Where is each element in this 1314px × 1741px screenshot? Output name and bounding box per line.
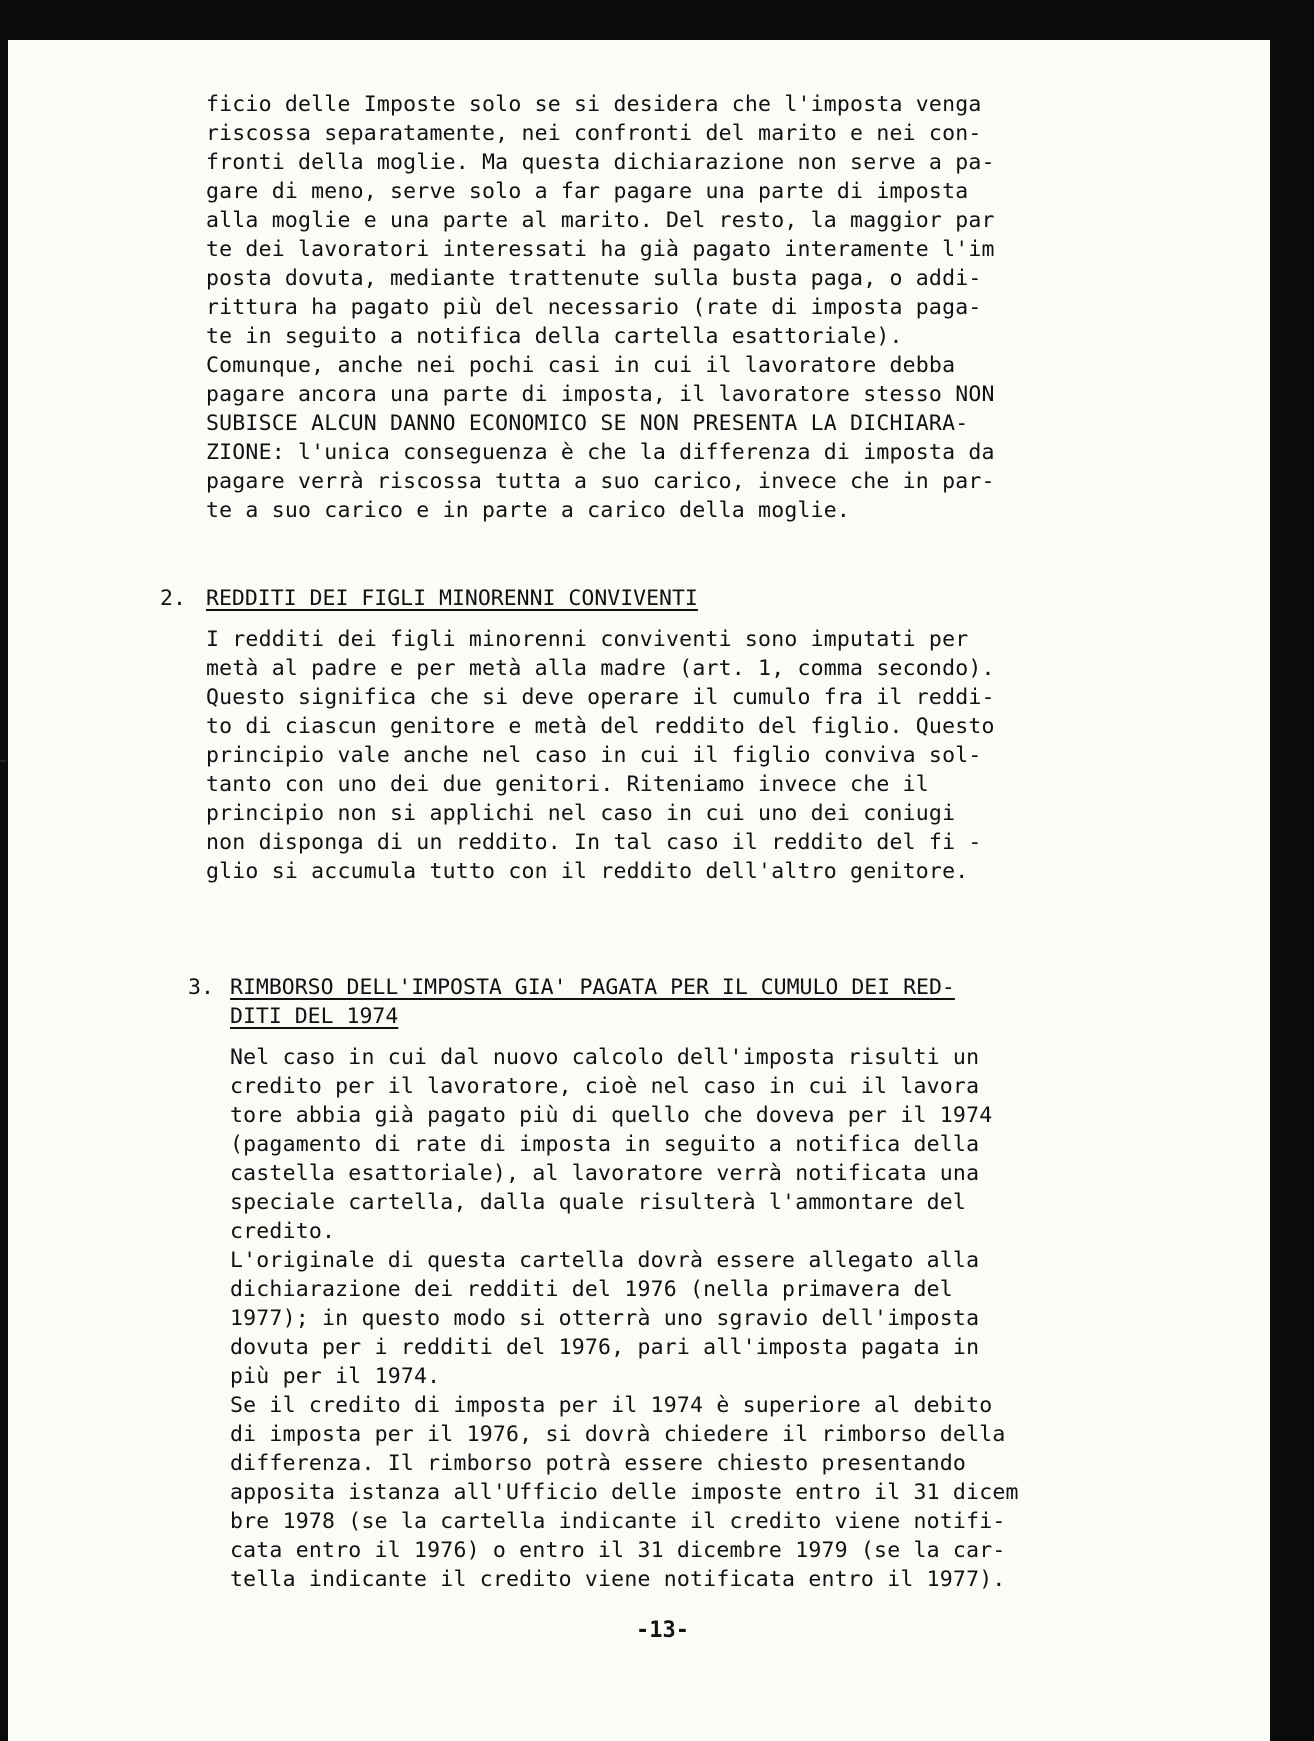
text-line: metà al padre e per metà alla madre (art. 1, comma secondo). xyxy=(206,656,995,681)
text-line: di imposta per il 1976, si dovrà chiedere il rimborso della xyxy=(230,1422,1006,1447)
page-number: -13- xyxy=(636,1618,689,1643)
text-line: SUBISCE ALCUN DANNO ECONOMICO SE NON PRESENTA LA DICHIARA- xyxy=(206,411,969,436)
section-2-text xyxy=(206,625,995,886)
section-3-heading-line-2: DITI DEL 1974 xyxy=(230,1004,399,1029)
section-3-number: 3. xyxy=(188,975,214,1000)
text-line: castella esattoriale), al lavoratore verrà notificata una xyxy=(230,1161,980,1186)
text-line: glio si accumula tutto con il reddito dell'altro genitore. xyxy=(206,859,969,884)
text-line: speciale cartella, dalla quale risulterà l'ammontare del xyxy=(230,1190,967,1215)
text-line: cata entro il 1976) o entro il 31 dicembre 1979 (se la car- xyxy=(230,1538,1006,1563)
scan-border xyxy=(1270,40,1314,1741)
text-line: pagare ancora una parte di imposta, il lavoratore stesso NON xyxy=(206,382,995,407)
scan-mark xyxy=(0,760,6,762)
text-line: dovuta per i redditi del 1976, pari all'imposta pagata in xyxy=(230,1335,980,1360)
text-line: alla moglie e una parte al marito. Del resto, la maggior par xyxy=(206,208,995,233)
text-line: ZIONE: l'unica conseguenza è che la differenza di imposta da xyxy=(206,440,995,465)
text-line: 1977); in questo modo si otterrà uno sgravio dell'imposta xyxy=(230,1306,980,1331)
text-line: te in seguito a notifica della cartella esattoriale). xyxy=(206,324,903,349)
section-3-heading-line-1: RIMBORSO DELL'IMPOSTA GIA' PAGATA PER IL CUMULO DEI RED- xyxy=(230,975,955,1000)
text-line: te dei lavoratori interessati ha già pagato interamente l'im xyxy=(206,237,995,262)
text-line: riscossa separatamente, nei confronti del marito e nei con- xyxy=(206,121,982,146)
text-line: tanto con uno dei due genitori. Riteniamo invece che il xyxy=(206,772,929,797)
text-line: dichiarazione dei redditi del 1976 (nella primavera del xyxy=(230,1277,953,1302)
text-line: non disponga di un reddito. In tal caso il reddito del fi - xyxy=(206,830,982,855)
text-line: apposita istanza all'Ufficio delle imposte entro il 31 dicem xyxy=(230,1480,1019,1505)
section-3-text xyxy=(230,1043,1019,1594)
section-1-text xyxy=(206,90,995,525)
text-line: bre 1978 (se la cartella indicante il credito viene notifi- xyxy=(230,1509,1006,1534)
text-line: (pagamento di rate di imposta in seguito a notifica della xyxy=(230,1132,980,1157)
scanned-page xyxy=(8,40,1270,1741)
text-line: Questo significa che si deve operare il cumulo fra il reddi- xyxy=(206,685,995,710)
text-line: te a suo carico e in parte a carico della moglie. xyxy=(206,498,851,523)
text-line: gare di meno, serve solo a far pagare una parte di imposta xyxy=(206,179,969,204)
text-line: principio non si applichi nel caso in cui uno dei coniugi xyxy=(206,801,956,826)
text-line: differenza. Il rimborso potrà essere chiesto presentando xyxy=(230,1451,967,1476)
text-line: rittura ha pagato più del necessario (rate di imposta paga- xyxy=(206,295,982,320)
text-line: posta dovuta, mediante trattenute sulla busta paga, o addi- xyxy=(206,266,982,291)
text-line: fronti della moglie. Ma questa dichiarazione non serve a pa- xyxy=(206,150,995,175)
text-line: to di ciascun genitore e metà del reddito del figlio. Questo xyxy=(206,714,995,739)
text-line: Comunque, anche nei pochi casi in cui il lavoratore debba xyxy=(206,353,956,378)
text-line: L'originale di questa cartella dovrà essere allegato alla xyxy=(230,1248,980,1273)
text-line: Se il credito di imposta per il 1974 è superiore al debito xyxy=(230,1393,993,1418)
text-line: Nel caso in cui dal nuovo calcolo dell'imposta risulti un xyxy=(230,1045,980,1070)
text-line: tella indicante il credito viene notificata entro il 1977). xyxy=(230,1567,1006,1592)
text-line: ficio delle Imposte solo se si desidera che l'imposta venga xyxy=(206,92,982,117)
section-2-heading: REDDITI DEI FIGLI MINORENNI CONVIVENTI xyxy=(206,586,698,611)
text-line: pagare verrà riscossa tutta a suo carico, invece che in par- xyxy=(206,469,995,494)
text-line: credito per il lavoratore, cioè nel caso in cui il lavora xyxy=(230,1074,980,1099)
text-line: più per il 1974. xyxy=(230,1364,441,1389)
text-line: principio vale anche nel caso in cui il figlio conviva sol- xyxy=(206,743,982,768)
text-line: credito. xyxy=(230,1219,336,1244)
section-2-number: 2. xyxy=(160,586,186,611)
text-line: tore abbia già pagato più di quello che doveva per il 1974 xyxy=(230,1103,993,1128)
text-line: I redditi dei figli minorenni conviventi sono imputati per xyxy=(206,627,969,652)
